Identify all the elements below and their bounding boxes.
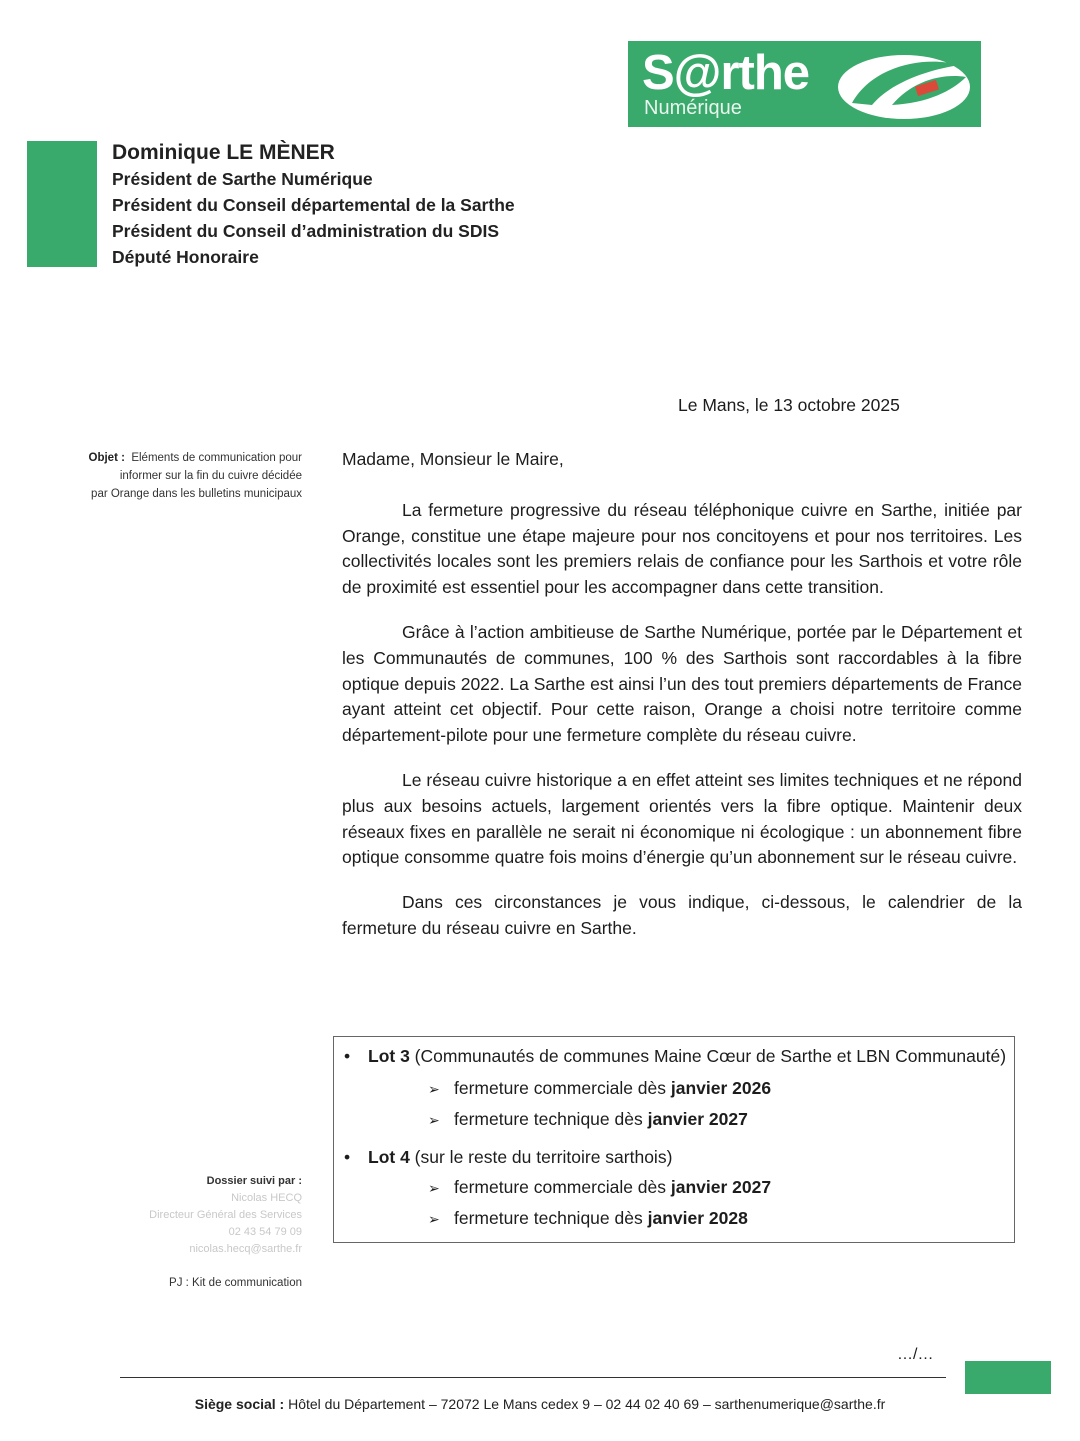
followed-by-block <box>100 1173 302 1258</box>
subject-line: informer sur la fin du cuivre décidée <box>119 470 302 482</box>
logo-brand: S@rthe <box>642 46 810 100</box>
salutation: Madame, Monsieur le Maire, <box>342 449 564 469</box>
body-paragraph: La fermeture progressive du réseau téléphonique cuivre en Sarthe, initiée par Orange, constitue une étape majeure pour nos concitoyens et pour nos territoires. Les collectivités locales sont les premiers relais de confiance pour les Sarthois et votre rôle de proximité est essentiel pour les accompagner dans cette transition. <box>342 499 1022 598</box>
sender-accent-bar <box>27 141 97 267</box>
arrow-bullet-icon: ➢ <box>428 1081 440 1097</box>
bullet-icon: • <box>344 1147 351 1167</box>
schedule-box <box>333 1036 1015 1243</box>
sub-item-text: fermeture commerciale dès <box>454 1078 671 1098</box>
subject-block <box>40 449 302 503</box>
lot-sub-item <box>428 1208 748 1229</box>
footer-label: Siège social : <box>194 1396 285 1412</box>
bullet-icon: • <box>344 1046 351 1066</box>
subject-line: par Orange dans les bulletins municipaux <box>91 488 302 500</box>
followed-by-line: Directeur Général des Services <box>149 1209 302 1221</box>
sub-item-date: janvier 2028 <box>647 1208 748 1228</box>
lot-detail: (sur le reste du territoire sarthois) <box>409 1147 673 1167</box>
followed-by-line: 02 43 54 79 09 <box>228 1226 302 1238</box>
logo-swoosh-icon <box>832 47 982 123</box>
continuation-mark: …/… <box>897 1346 934 1363</box>
footer-divider <box>120 1377 946 1378</box>
logo-subtitle: Numérique <box>644 97 742 119</box>
lot-sub-item <box>428 1078 771 1099</box>
lot-title: Lot 4 <box>368 1147 410 1167</box>
subject-label: Objet : <box>88 452 125 464</box>
sub-item-text: fermeture commerciale dès <box>454 1177 671 1197</box>
letter-date: Le Mans, le 13 octobre 2025 <box>678 395 900 415</box>
subject-line: Eléments de communication pour <box>131 452 302 464</box>
lot-item <box>344 1046 1006 1067</box>
followed-by-line: nicolas.hecq@sarthe.fr <box>189 1243 302 1255</box>
arrow-bullet-icon: ➢ <box>428 1180 440 1196</box>
arrow-bullet-icon: ➢ <box>428 1211 440 1227</box>
lot-item <box>344 1147 672 1168</box>
sender-role: Député Honoraire <box>112 247 259 267</box>
lot-sub-item <box>428 1177 771 1198</box>
attachment-note: PJ : Kit de communication <box>169 1277 302 1289</box>
footer-text: Hôtel du Département – 72072 Le Mans cedex 9 – 02 44 02 40 69 – sarthenumerique@sarthe.fr <box>284 1396 886 1412</box>
sender-name: Dominique LE MÈNER <box>112 141 335 164</box>
lot-detail: (Communautés de communes Maine Cœur de Sarthe et LBN Communauté) <box>409 1046 1007 1066</box>
lot-sub-item <box>428 1109 748 1130</box>
letter-body <box>342 447 1022 961</box>
sarthe-numerique-logo <box>628 41 981 127</box>
sub-item-text: fermeture technique dès <box>454 1109 648 1129</box>
sub-item-date: janvier 2026 <box>670 1078 772 1098</box>
sender-role: Président du Conseil départemental de la Sarthe <box>112 195 515 215</box>
body-paragraph: Le réseau cuivre historique a en effet atteint ses limites techniques et ne répond plus aux besoins actuels, largement orientés vers la fibre optique. Maintenir deux réseaux fixes en parallèle ne serait ni économique ni écologique : un abonnement fibre optique consomme quatre fois moins d’énergie qu’un abonnement sur le réseau cuivre. <box>342 769 1022 868</box>
sub-item-date: janvier 2027 <box>670 1177 772 1197</box>
lot-title: Lot 3 <box>368 1046 410 1066</box>
sender-block <box>112 139 515 270</box>
body-paragraph: Grâce à l’action ambitieuse de Sarthe Numérique, portée par le Département et les Communautés de communes, 100 % des Sarthois sont raccordables à la fibre optique depuis 2022. La Sarthe est ainsi l’un des tout premiers départements de France ayant atteint cet objectif. Pour cette raison, Orange a choisi notre territoire comme département-pilote pour une fermeture complète du réseau cuivre. <box>342 621 1022 746</box>
followed-by-label: Dossier suivi par : <box>206 1175 302 1187</box>
footer-accent-bar <box>965 1361 1051 1394</box>
sender-role: Président du Conseil d’administration du SDIS <box>112 221 499 241</box>
footer-address <box>120 1396 960 1412</box>
body-paragraph: Dans ces circonstances je vous indique, ci-dessous, le calendrier de la fermeture du réseau cuivre en Sarthe. <box>342 892 1022 938</box>
arrow-bullet-icon: ➢ <box>428 1112 440 1128</box>
sender-role: Président de Sarthe Numérique <box>112 169 373 189</box>
sub-item-date: janvier 2027 <box>647 1109 748 1129</box>
sub-item-text: fermeture technique dès <box>454 1208 648 1228</box>
followed-by-line: Nicolas HECQ <box>231 1192 302 1204</box>
